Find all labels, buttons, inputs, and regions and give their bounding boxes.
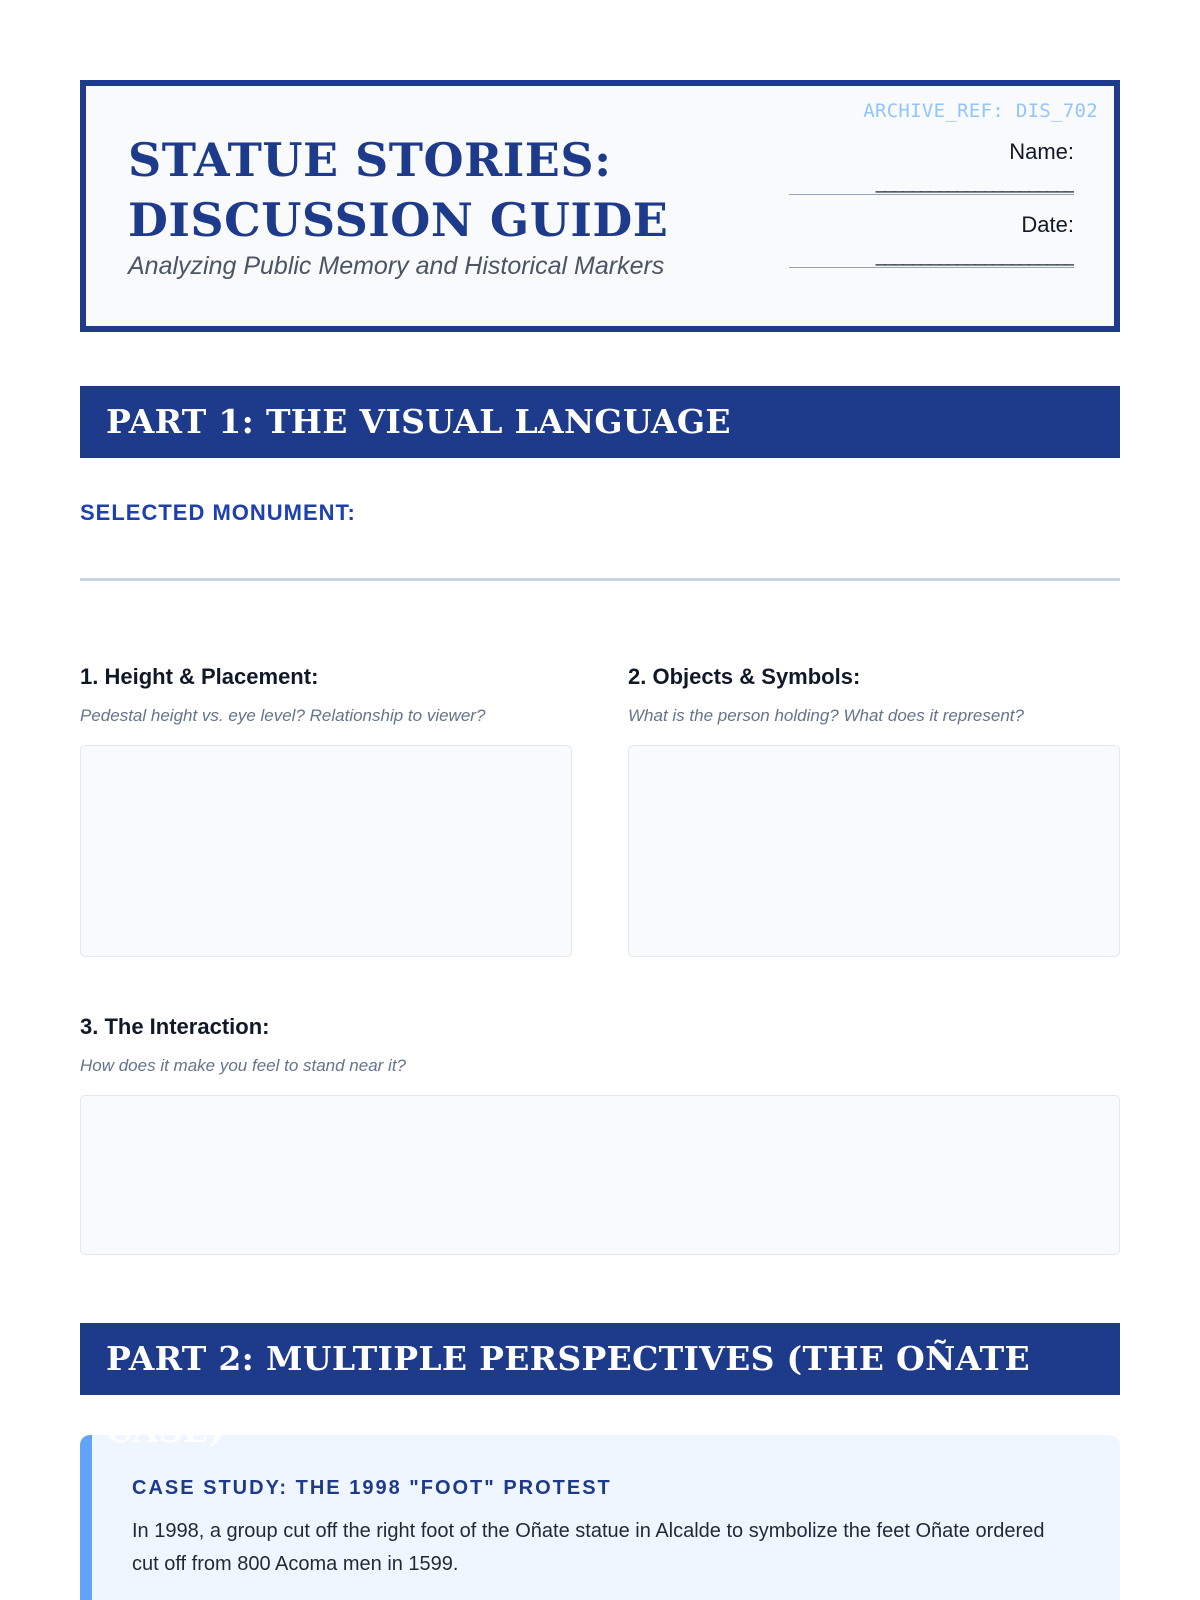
page-subtitle: Analyzing Public Memory and Historical Markers bbox=[128, 252, 665, 280]
case-study-text: In 1998, a group cut off the right foot of the Oñate statue in Alcalde to symbolize the feet Oñate ordered cut off from 800 Acoma men in 1599. bbox=[132, 1520, 1045, 1575]
case-study-box bbox=[80, 1435, 1120, 1600]
answer-box-objects-symbols[interactable] bbox=[628, 745, 1120, 957]
question-hint: Pedestal height vs. eye level? Relationship to viewer? bbox=[80, 706, 486, 725]
page-title bbox=[128, 130, 668, 250]
question-objects-symbols bbox=[628, 663, 1120, 957]
answer-box-height-placement[interactable] bbox=[80, 745, 572, 957]
case-study-title: CASE STUDY: THE 1998 "FOOT" PROTEST bbox=[132, 1477, 612, 1499]
answer-box-interaction[interactable] bbox=[80, 1095, 1120, 1255]
question-title: 1. Height & Placement: bbox=[80, 664, 319, 689]
name-label: Name: bbox=[1009, 139, 1074, 164]
question-interaction bbox=[80, 1013, 1120, 1255]
question-hint: How does it make you feel to stand near it? bbox=[80, 1056, 407, 1075]
part2-heading: PART 2: MULTIPLE PERSPECTIVES (THE OÑATE CASE) bbox=[80, 1323, 1120, 1395]
question-title: 3. The Interaction: bbox=[80, 1014, 270, 1039]
title-line-2: DISCUSSION GUIDE bbox=[128, 193, 669, 247]
date-field[interactable]: ______________________ bbox=[789, 245, 1074, 268]
student-fields bbox=[789, 138, 1074, 284]
question-row bbox=[80, 663, 1120, 957]
title-line-1: STATUE STORIES: bbox=[128, 133, 612, 187]
part1-heading: PART 1: THE VISUAL LANGUAGE bbox=[80, 386, 1120, 458]
question-height-placement bbox=[80, 663, 572, 957]
selected-monument-label: SELECTED MONUMENT: bbox=[80, 500, 356, 525]
question-hint: What is the person holding? What does it represent? bbox=[628, 706, 1024, 725]
selected-monument-field[interactable] bbox=[80, 578, 1120, 581]
question-title: 2. Objects & Symbols: bbox=[628, 664, 861, 689]
title-block bbox=[128, 130, 668, 281]
date-label: Date: bbox=[1021, 212, 1074, 237]
header-box bbox=[80, 80, 1120, 332]
archive-reference: ARCHIVE_REF: DIS_702 bbox=[863, 100, 1098, 122]
name-field[interactable]: ______________________ bbox=[789, 172, 1074, 195]
